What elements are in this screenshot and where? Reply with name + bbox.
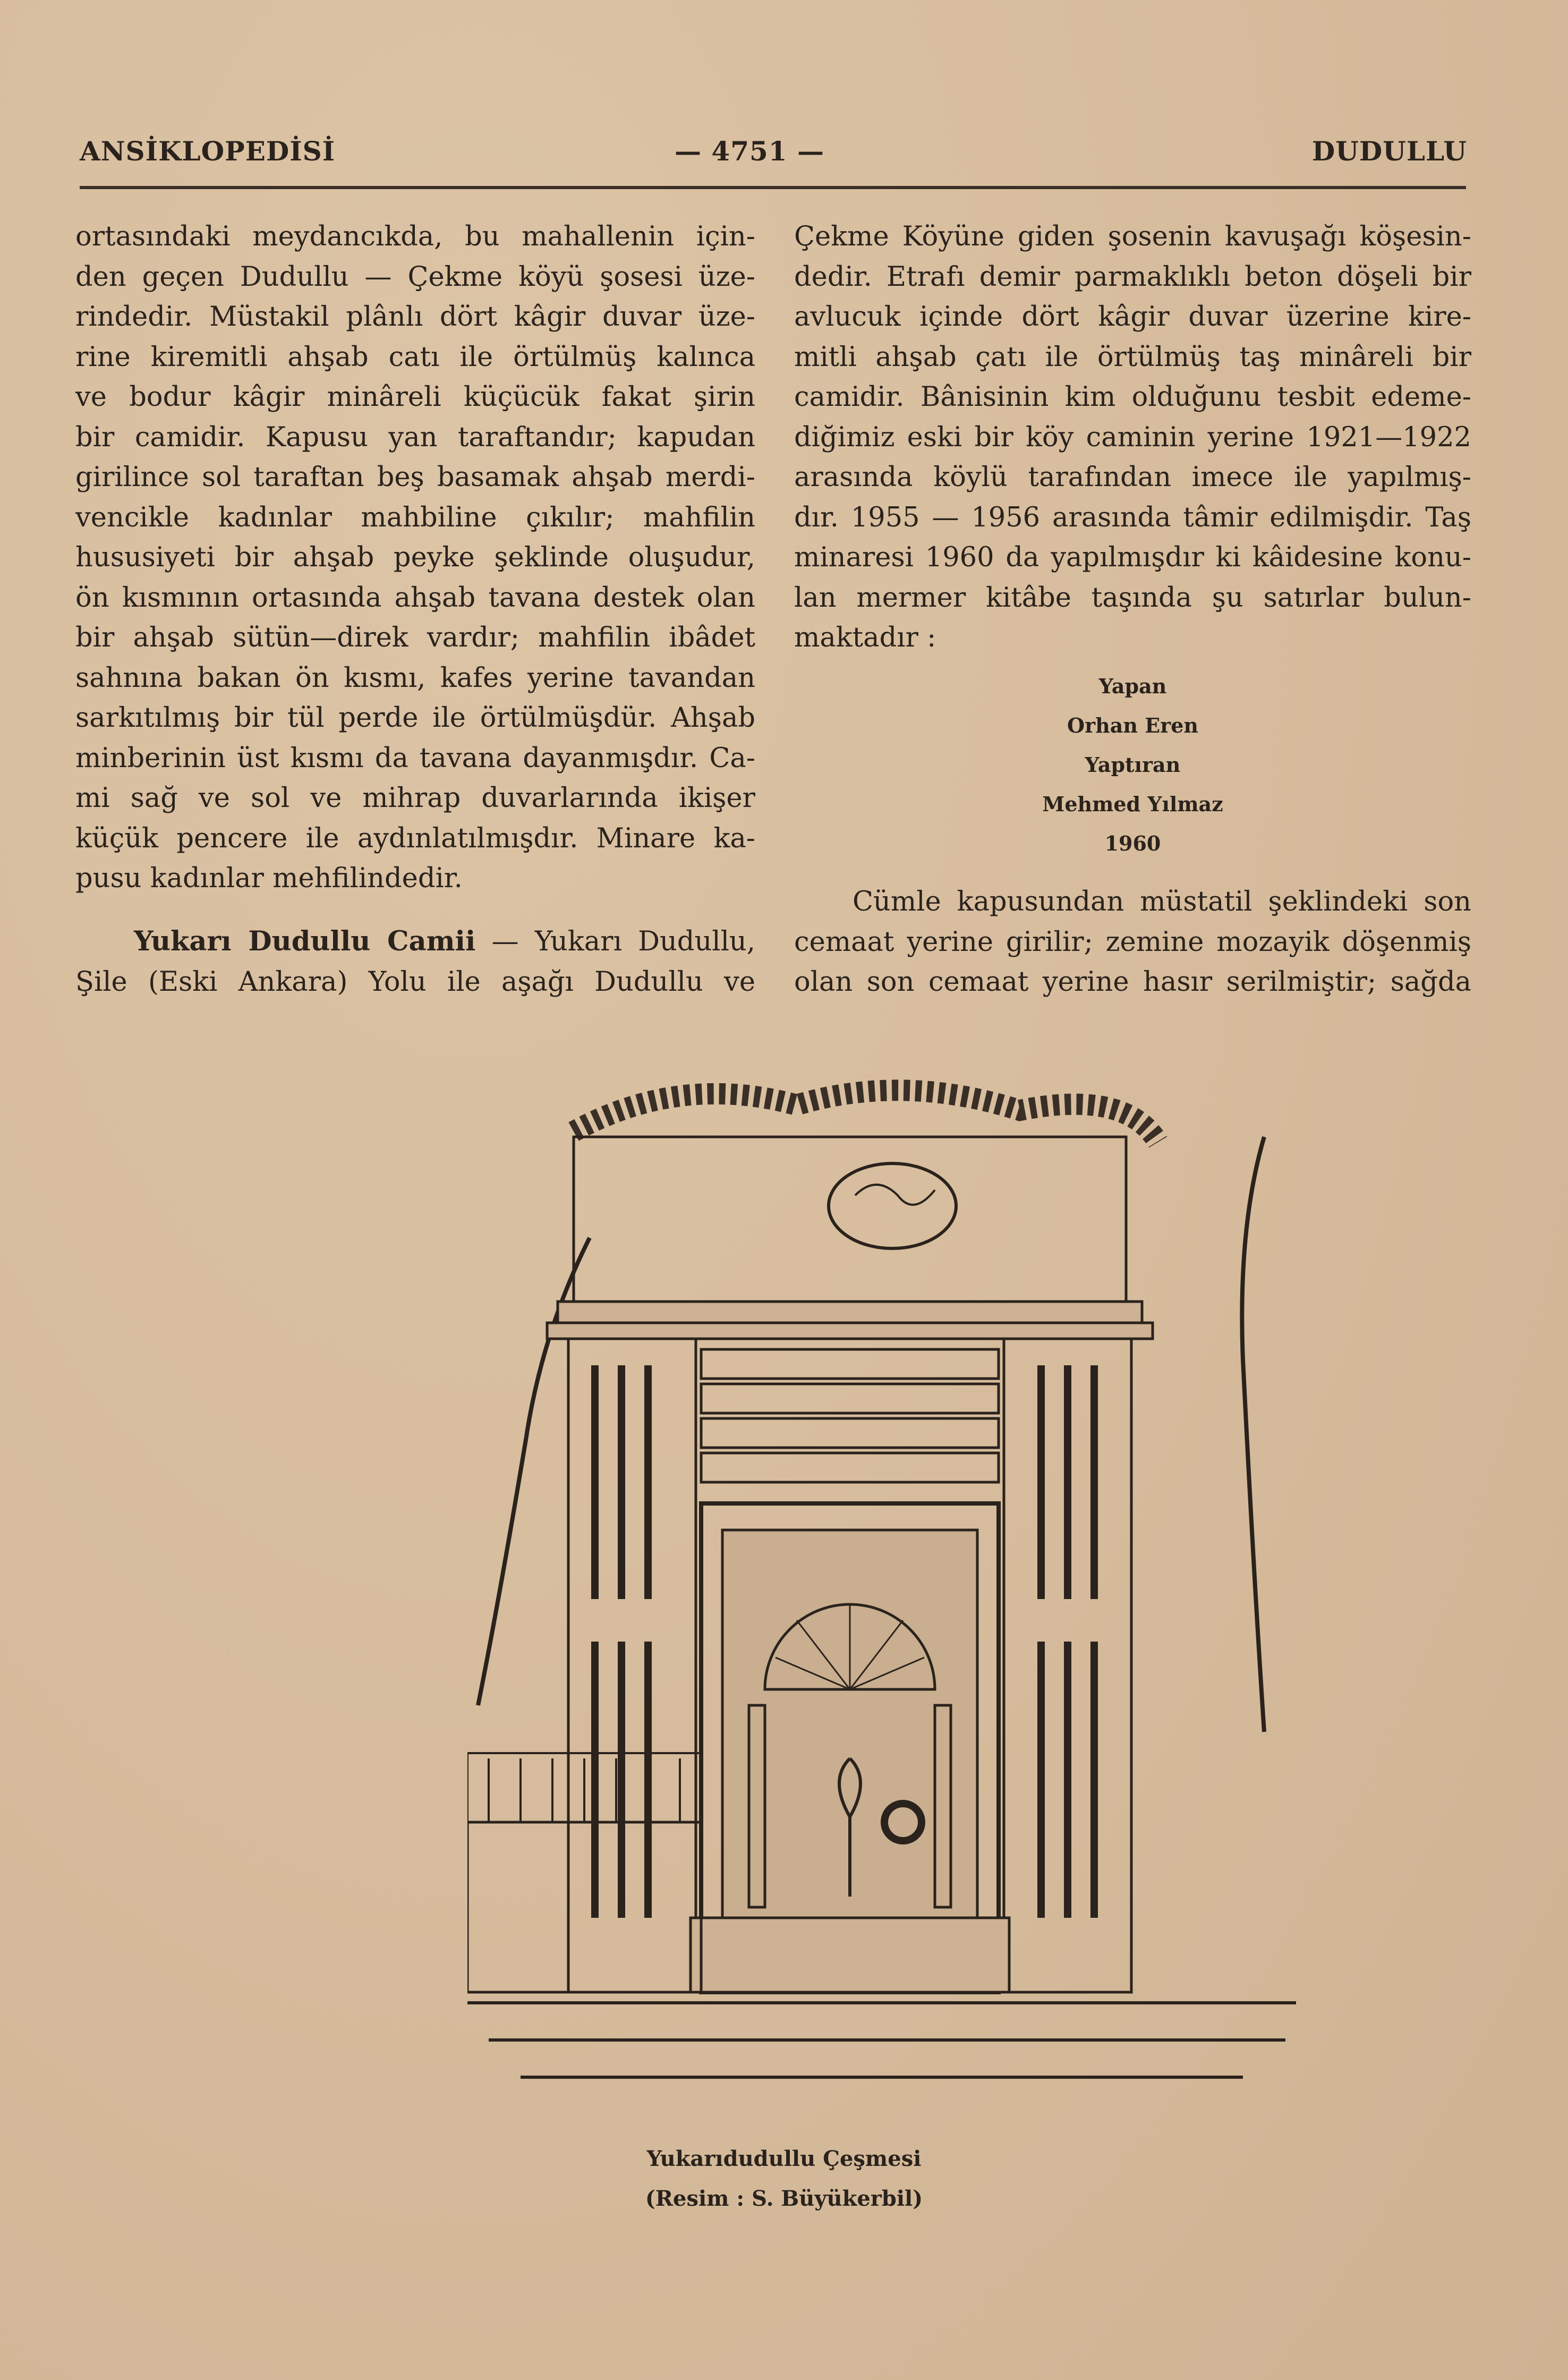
fountain-illustration [467,1068,1317,2088]
text-line [794,498,1471,538]
text-line-content: minaresi 1960 da yapılmışdır ki kâidesine konu- [794,542,1471,573]
text-line [75,778,755,819]
text-line-content: vencikle kadınlar mahbiline çıkılır; mahfilin [75,502,755,533]
running-header-left: ANSİKLOPEDİSİ [80,135,336,167]
text-line-content: den geçen Dudullu — Çekme köyü şosesi üze- [75,261,755,293]
text-line-content: camidir. Bânisinin kim olduğunu tesbit edeme- [794,381,1471,413]
text-line [75,217,755,257]
inscription-line: Yaptıran [1085,753,1181,777]
inscription-line: 1960 [1104,831,1161,855]
text-line [75,457,755,498]
text-line [75,498,755,538]
text-line-content: girilince sol taraftan beş basamak ahşab merdi- [75,462,755,493]
text-line [75,819,755,859]
text-line [75,538,755,578]
text-line-content: rine kiremitli ahşab catı ile örtülmüş kalınca [75,341,755,373]
text-line-content: ve bodur kâgir minâreli küçücük fakat şirin [75,381,755,413]
text-line [794,922,1471,963]
text-line [75,297,755,337]
text-line-content: ortasındaki meydancıkda, bu mahallenin için- [75,221,755,252]
left-section-yukari-dudullu [75,922,755,1002]
text-line-content: arasında köylü tarafından imece ile yapılmış- [794,462,1471,493]
text-line [794,217,1471,257]
figure-credit: (Resim : S. Büyükerbil) [645,2186,923,2211]
text-line [794,882,1471,922]
text-line-content: sarkıtılmış bir tül perde ile örtülmüşdür. Ahşab [75,702,755,734]
text-line [794,618,1471,658]
text-line [794,337,1471,378]
text-line-content: diğimiz eski bir köy caminin yerine 1921—1922 [794,421,1471,453]
text-line-content: mitli ahşab çatı ile örtülmüş taş minâreli bir [794,341,1471,373]
text-line [75,618,755,658]
text-line [75,377,755,418]
text-line-content: sahnına bakan ön kısmı, kafes yerine tavandan [75,662,755,694]
text-line-content: ön kısmının ortasında ahşab tavana destek olan [75,582,755,614]
inscription-line: Yapan [1098,674,1167,698]
text-line-content: lan mermer kitâbe taşında şu satırlar bulun- [794,582,1471,614]
text-line [794,457,1471,498]
text-line [75,698,755,738]
text-line-content: maktadır : [794,622,936,653]
right-column [794,217,1471,658]
inscription-line: Orhan Eren [1067,713,1199,737]
text-line-content: bir camidir. Kapusu yan taraftandır; kapudan [75,421,755,453]
text-line [794,377,1471,418]
text-line [794,962,1471,1002]
text-line-content: Çekme Köyüne giden şosenin kavuşağı köşesin- [794,221,1471,252]
text-line-content: cemaat yerine girilir; zemine mozayik döşenmiş [794,926,1471,958]
text-line-content: hususiyeti bir ahşab peyke şeklinde oluşudur, [75,542,755,573]
section-line: — Yukarı Dudullu, [491,926,755,957]
figure-caption: Yukarıdudullu Çeşmesi [646,2146,922,2171]
text-line-content: mi sağ ve sol ve mihrap duvarlarında ikişer [75,783,755,814]
inscription [794,667,1471,863]
text-line-content: bir ahşab sütün—direk vardır; mahfilin ibâdet [75,622,755,653]
text-line [75,418,755,458]
text-line-content: dedir. Etrafı demir parmaklıklı beton döşeli bir [794,261,1471,293]
section-line: Şile (Eski Ankara) Yolu ile aşağı Dudullu ve [75,966,755,998]
text-line-content: olan son cemaat yerine hasır serilmiştir; sağda [794,966,1471,998]
text-line [794,257,1471,298]
text-line-content: dır. 1955 — 1956 arasında tâmir edilmişdir. Taş [794,502,1471,533]
text-line [794,538,1471,578]
text-line [75,738,755,779]
text-line [75,578,755,618]
text-line-content: minberinin üst kısmı da tavana dayanmışdır. Ca- [75,742,755,774]
text-line-content: pusu kadınlar mehfilindedir. [75,863,463,894]
right-column-continued [794,882,1471,1002]
text-line [75,858,755,899]
text-line [794,578,1471,618]
left-column [75,217,755,899]
header-rule [80,186,1466,189]
page-number: — 4751 — [675,135,824,167]
text-line [794,297,1471,337]
running-header-right: DUDULLU [1311,135,1467,167]
inscription-line: Mehmed Yılmaz [1042,792,1223,816]
text-line-content: Cümle kapusundan müstatil şeklindeki son [853,886,1471,917]
text-line [75,337,755,378]
text-line [75,658,755,699]
text-line [794,418,1471,458]
text-line-content: küçük pencere ile aydınlatılmışdır. Minare ka- [75,822,755,854]
section-title: Yukarı Dudullu Camii [134,925,476,957]
text-line [75,257,755,298]
text-line-content: rindedir. Müstakil plânlı dört kâgir duvar üze- [75,301,755,333]
text-line-content: avlucuk içinde dört kâgir duvar üzerine kire- [794,301,1471,333]
